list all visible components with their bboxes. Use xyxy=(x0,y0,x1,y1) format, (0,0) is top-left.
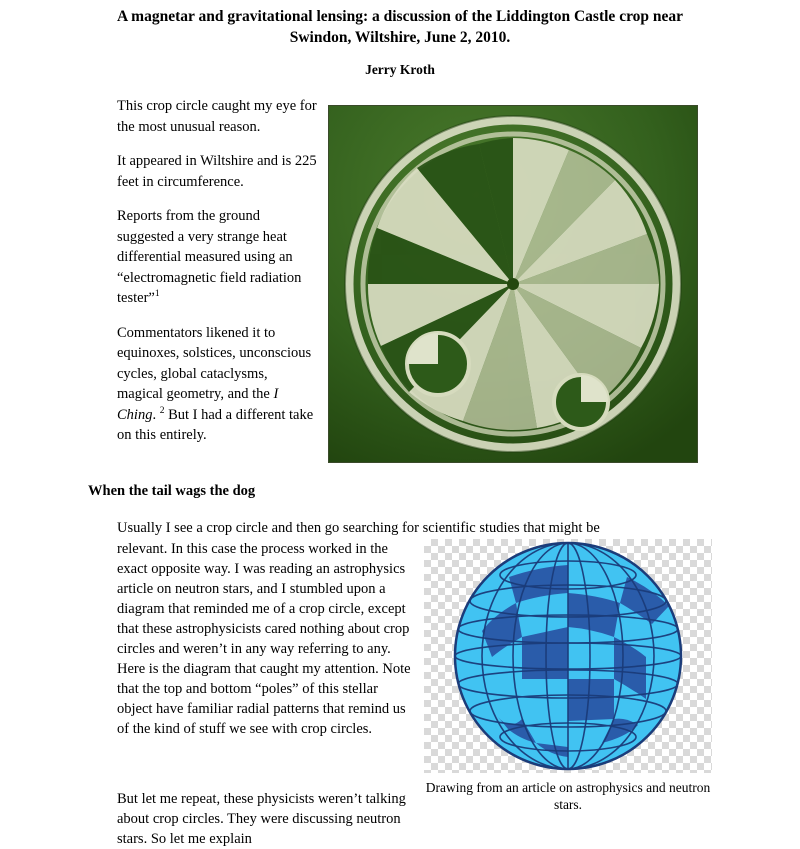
intro-column xyxy=(117,96,317,446)
author-name: Jerry Kroth xyxy=(365,62,435,77)
intro-paragraph-3 xyxy=(117,206,317,309)
footnote-marker-2: 2 xyxy=(159,405,165,416)
intro-paragraph-4-text: Commentators likened it to equinoxes, solstices, unconscious cycles, global cataclysms, magical geometry, and the xyxy=(117,324,312,402)
intro-paragraph-4 xyxy=(117,323,317,446)
crop-circle-illustration xyxy=(329,106,697,462)
intro-tail-punct: . xyxy=(152,406,160,423)
intro-paragraph-2: It appeared in Wiltshire and is 225 feet in circumference. xyxy=(117,153,317,190)
figure-caption: Drawing from an article on astrophysics and neutron stars. xyxy=(425,780,711,812)
intro-paragraph-1: This crop circle caught my eye for the most unusual reason. xyxy=(117,98,317,135)
intro-italic-title: I Ching xyxy=(117,386,279,423)
section-heading: When the tail wags the dog xyxy=(88,483,256,499)
crop-circle-figure xyxy=(328,105,698,463)
body-narrow-column: relevant. In this case the process worked in the exact opposite way. I was reading an astrophysics article on neutron stars, and I stumbled upon a diagram that reminded me of a crop circle, except that these astrophysicists cared nothing about crop circles and weren’t in any way referring to any. Here is the diagram that caught my attention. Note that the top and bottom “poles” of this stellar object have familiar radial patterns that remind us of the kind of stuff we see with crop circles. xyxy=(117,541,411,737)
intro-tail-text: But I had a different take on this entirely. xyxy=(117,406,314,443)
sphere-figure xyxy=(424,539,712,773)
body-lead-line: Usually I see a crop circle and then go searching for scientific studies that might be xyxy=(117,520,600,536)
neutron-star-sphere-icon xyxy=(424,539,712,773)
body-final-paragraph: But let me repeat, these physicists weren’t talking about crop circles. They were discussing neutron stars. So let me explain xyxy=(117,791,406,847)
footnote-marker-1: 1 xyxy=(154,289,160,300)
page-title: A magnetar and gravitational lensing: a discussion of the Liddington Castle crop near Swindon, Wiltshire, June 2, 2010. xyxy=(116,8,684,46)
intro-paragraph-3-text: Reports from the ground suggested a very strange heat differential measured using an “electromagnetic field radiation tester” xyxy=(117,208,302,306)
